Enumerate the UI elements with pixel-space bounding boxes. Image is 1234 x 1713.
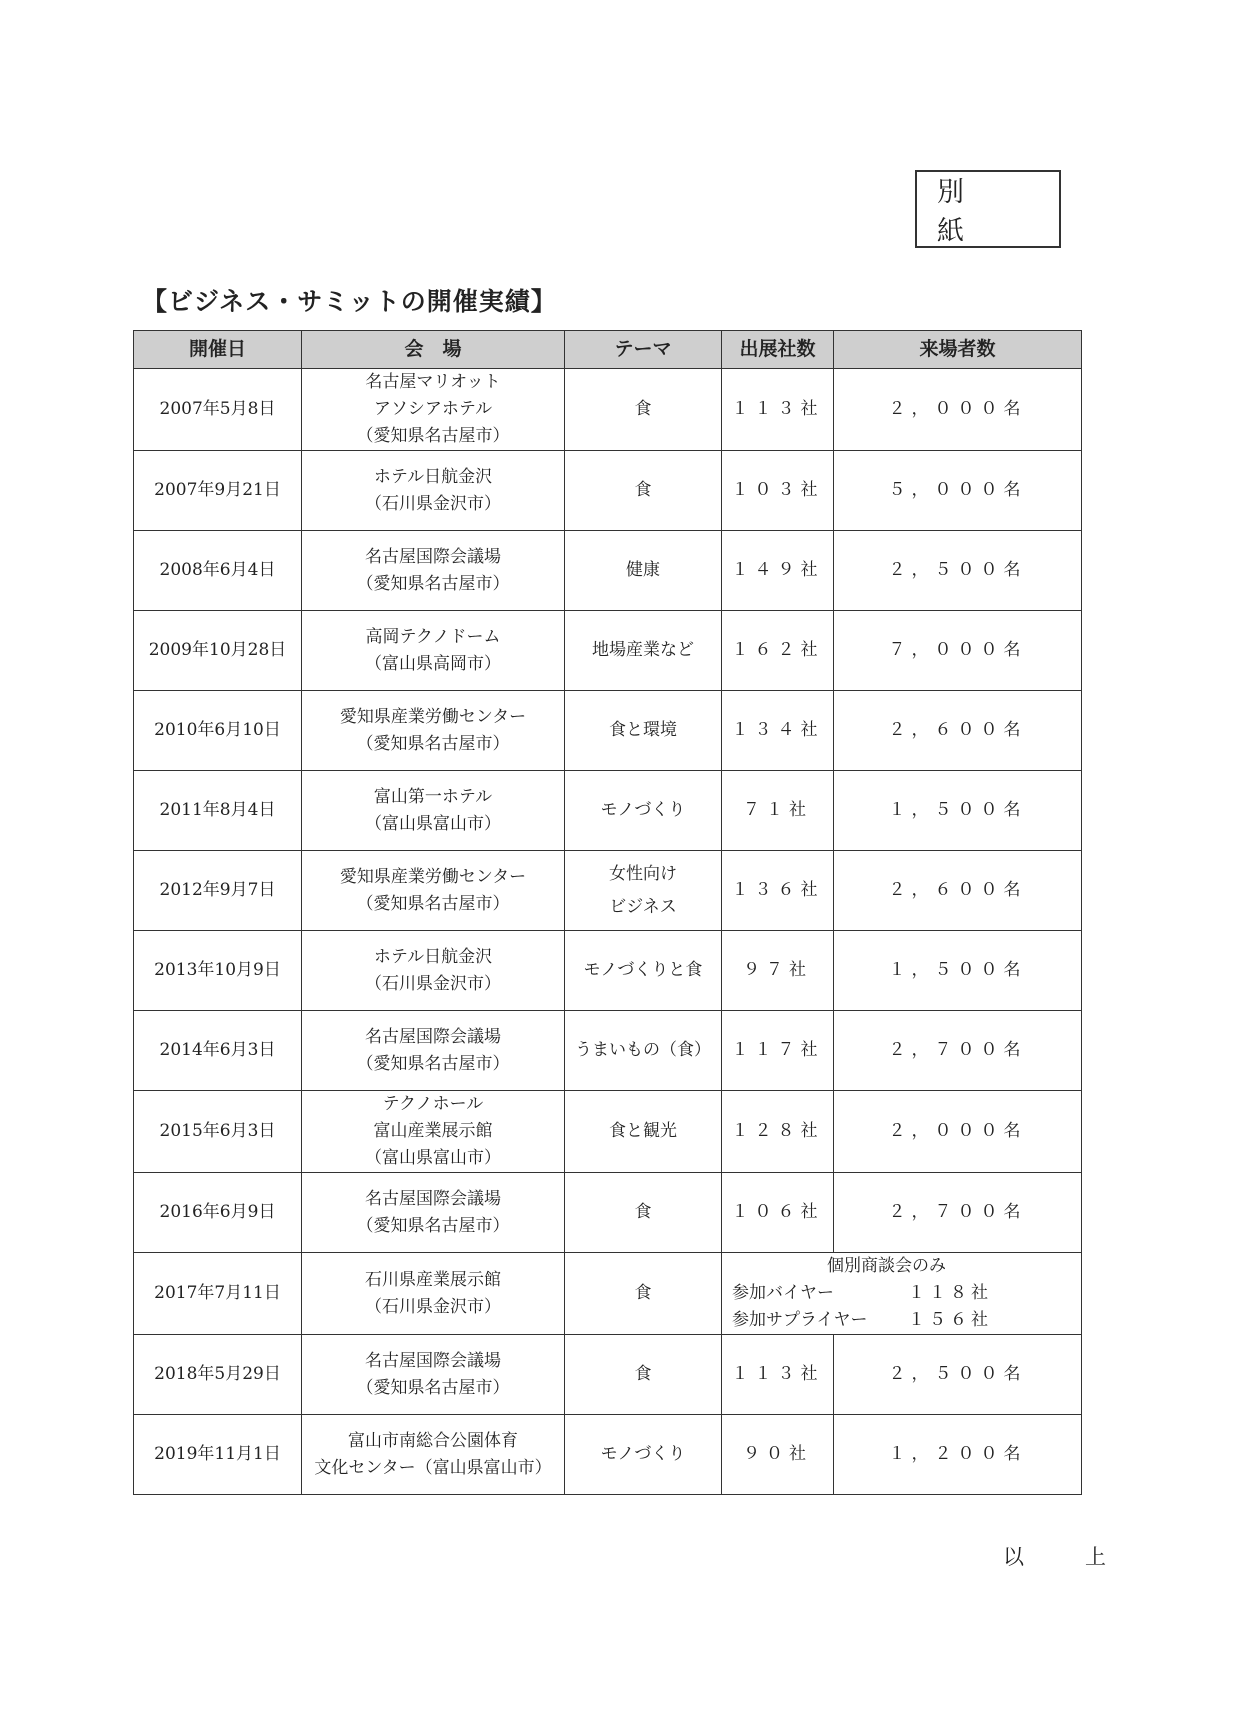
- cell-visitors: １，５００名: [834, 931, 1082, 1011]
- col-header-venue: 会 場: [302, 331, 565, 369]
- cell-line: （愛知県名古屋市）: [356, 733, 510, 754]
- cell-venue: [302, 369, 565, 451]
- cell-note-individual-meeting: [722, 1253, 1082, 1335]
- cell-visitors: １，５００名: [834, 771, 1082, 851]
- cell-venue: [302, 1011, 565, 1091]
- col-header-theme: テーマ: [565, 331, 722, 369]
- cell-line: 富山市南総合公園体育: [348, 1430, 518, 1451]
- cell-theme: [565, 611, 722, 691]
- cell-line: （愛知県名古屋市）: [356, 1377, 510, 1398]
- note-buyers: [722, 1280, 1081, 1307]
- cell-companies: １０３社: [722, 451, 834, 531]
- cell-line: （愛知県名古屋市）: [356, 1215, 510, 1236]
- table-row: [134, 531, 1082, 611]
- table-row: [134, 691, 1082, 771]
- cell-date: 2010年6月10日: [134, 691, 302, 771]
- cell-companies: １３４社: [722, 691, 834, 771]
- cell-line: ホテル日航金沢: [373, 466, 493, 487]
- cell-line: （石川県金沢市）: [365, 493, 501, 514]
- cell-theme: [565, 1011, 722, 1091]
- cell-date: 2008年6月4日: [134, 531, 302, 611]
- cell-line: （富山県高岡市）: [365, 653, 501, 674]
- table-row: [134, 369, 1082, 451]
- cell-visitors: ２，０００名: [834, 369, 1082, 451]
- cell-companies: １３６社: [722, 851, 834, 931]
- section-title: 【ビジネス・サミットの開催実績】: [142, 287, 557, 316]
- cell-venue: [302, 931, 565, 1011]
- cell-line: 食: [634, 1283, 652, 1303]
- cell-theme: [565, 691, 722, 771]
- cell-line: アソシアホテル: [373, 399, 493, 419]
- cell-theme: [565, 1415, 722, 1495]
- cell-companies: １２８社: [722, 1091, 834, 1173]
- cell-line: 文化センター（富山県富山市）: [314, 1457, 552, 1478]
- table-row: [134, 1091, 1082, 1173]
- cell-theme: [565, 1335, 722, 1415]
- table-header-row: [134, 331, 1082, 369]
- cell-date: 2018年5月29日: [134, 1335, 302, 1415]
- cell-visitors: ２，０００名: [834, 1091, 1082, 1173]
- table-row: [134, 771, 1082, 851]
- col-header-companies: 出展社数: [722, 331, 834, 369]
- cell-line: 愛知県産業労働センター: [339, 866, 527, 887]
- cell-line: （石川県金沢市）: [365, 1296, 501, 1317]
- cell-venue: [302, 1173, 565, 1253]
- cell-theme: [565, 931, 722, 1011]
- cell-companies: １４９社: [722, 531, 834, 611]
- table-row: [134, 851, 1082, 931]
- cell-line: 食と観光: [609, 1121, 677, 1141]
- cell-date: 2011年8月4日: [134, 771, 302, 851]
- cell-companies: １１７社: [722, 1011, 834, 1091]
- cell-line: ビジネス: [609, 896, 677, 917]
- cell-companies: １１３社: [722, 1335, 834, 1415]
- cell-line: （愛知県名古屋市）: [356, 426, 510, 446]
- table-row: [134, 1011, 1082, 1091]
- cell-date: 2009年10月28日: [134, 611, 302, 691]
- cell-venue: [302, 851, 565, 931]
- cell-date: 2013年10月9日: [134, 931, 302, 1011]
- cell-companies: ９７社: [722, 931, 834, 1011]
- end-mark: 以 上: [1003, 1545, 1126, 1569]
- cell-line: 富山第一ホテル: [373, 786, 493, 807]
- summit-results-table: [133, 330, 1082, 1495]
- cell-companies: １１３社: [722, 369, 834, 451]
- cell-visitors: ２，７００名: [834, 1011, 1082, 1091]
- cell-line: 名古屋国際会議場: [365, 1350, 501, 1371]
- cell-date: 2014年6月3日: [134, 1011, 302, 1091]
- cell-date: 2015年6月3日: [134, 1091, 302, 1173]
- note-buyers-label: 参加バイヤー: [732, 1283, 834, 1303]
- cell-venue: [302, 771, 565, 851]
- cell-line: 地場産業など: [592, 640, 694, 660]
- cell-date: 2007年9月21日: [134, 451, 302, 531]
- cell-companies: ７１社: [722, 771, 834, 851]
- table-row: [134, 1335, 1082, 1415]
- attachment-label: 別 紙: [937, 177, 1031, 247]
- cell-theme: [565, 369, 722, 451]
- cell-line: 女性向け: [609, 863, 677, 884]
- cell-visitors: ５，０００名: [834, 451, 1082, 531]
- cell-visitors: ２，６００名: [834, 691, 1082, 771]
- cell-visitors: ７，０００名: [834, 611, 1082, 691]
- cell-line: テクノホール: [382, 1094, 484, 1114]
- attachment-label-box: [915, 170, 1061, 248]
- cell-line: 高岡テクノドーム: [365, 626, 501, 647]
- cell-venue: [302, 531, 565, 611]
- cell-theme: [565, 451, 722, 531]
- cell-line: 名古屋国際会議場: [365, 1188, 501, 1209]
- cell-companies: １６２社: [722, 611, 834, 691]
- cell-line: （富山県富山市）: [365, 813, 501, 834]
- table-body: [134, 369, 1082, 1495]
- cell-line: 食: [634, 480, 652, 500]
- cell-visitors: １，２００名: [834, 1415, 1082, 1495]
- cell-companies: ９０社: [722, 1415, 834, 1495]
- cell-date: 2012年9月7日: [134, 851, 302, 931]
- cell-line: 食: [634, 1202, 652, 1222]
- cell-venue: [302, 1415, 565, 1495]
- cell-visitors: ２，５００名: [834, 1335, 1082, 1415]
- cell-venue: [302, 1091, 565, 1173]
- cell-visitors: ２，５００名: [834, 531, 1082, 611]
- cell-venue: [302, 691, 565, 771]
- cell-companies: １０６社: [722, 1173, 834, 1253]
- cell-line: 食と環境: [609, 720, 677, 740]
- cell-visitors: ２，６００名: [834, 851, 1082, 931]
- cell-date: 2007年5月8日: [134, 369, 302, 451]
- note-buyers-value: １１８社: [908, 1283, 992, 1303]
- note-suppliers-label: 参加サプライヤー: [732, 1310, 868, 1330]
- cell-line: モノづくり: [600, 800, 686, 820]
- table-row: [134, 1253, 1082, 1335]
- table-row: [134, 451, 1082, 531]
- cell-line: モノづくりと食: [583, 960, 703, 980]
- cell-line: （愛知県名古屋市）: [356, 573, 510, 594]
- cell-theme: [565, 1091, 722, 1173]
- cell-visitors: ２，７００名: [834, 1173, 1082, 1253]
- table-row: [134, 1415, 1082, 1495]
- cell-theme: [565, 1253, 722, 1335]
- note-suppliers: [722, 1307, 1081, 1334]
- col-header-visitors: 来場者数: [834, 331, 1082, 369]
- cell-date: 2016年6月9日: [134, 1173, 302, 1253]
- cell-line: 富山産業展示館: [373, 1121, 493, 1141]
- cell-line: 名古屋国際会議場: [365, 1026, 501, 1047]
- note-heading: 個別商談会のみ: [827, 1256, 946, 1276]
- table-row: [134, 1173, 1082, 1253]
- cell-line: 石川県産業展示館: [365, 1269, 501, 1290]
- cell-theme: [565, 1173, 722, 1253]
- cell-theme: [565, 771, 722, 851]
- cell-venue: [302, 451, 565, 531]
- table-row: [134, 931, 1082, 1011]
- cell-venue: [302, 611, 565, 691]
- cell-line: 食: [634, 1364, 652, 1384]
- cell-venue: [302, 1253, 565, 1335]
- cell-line: （愛知県名古屋市）: [356, 893, 510, 914]
- note-suppliers-value: １５６社: [908, 1310, 992, 1330]
- cell-line: うまいもの（食）: [575, 1040, 711, 1060]
- cell-date: 2019年11月1日: [134, 1415, 302, 1495]
- cell-line: （石川県金沢市）: [365, 973, 501, 994]
- cell-line: （愛知県名古屋市）: [356, 1053, 510, 1074]
- cell-line: 名古屋マリオット: [365, 372, 501, 392]
- cell-theme: [565, 531, 722, 611]
- cell-date: 2017年7月11日: [134, 1253, 302, 1335]
- cell-line: 愛知県産業労働センター: [339, 706, 527, 727]
- cell-line: モノづくり: [600, 1444, 686, 1464]
- cell-line: 名古屋国際会議場: [365, 546, 501, 567]
- table-row: [134, 611, 1082, 691]
- cell-line: ホテル日航金沢: [373, 946, 493, 967]
- cell-line: 食: [634, 399, 652, 419]
- cell-theme: [565, 851, 722, 931]
- col-header-date: 開催日: [134, 331, 302, 369]
- cell-venue: [302, 1335, 565, 1415]
- cell-line: （富山県富山市）: [365, 1148, 501, 1168]
- cell-line: 健康: [626, 560, 660, 580]
